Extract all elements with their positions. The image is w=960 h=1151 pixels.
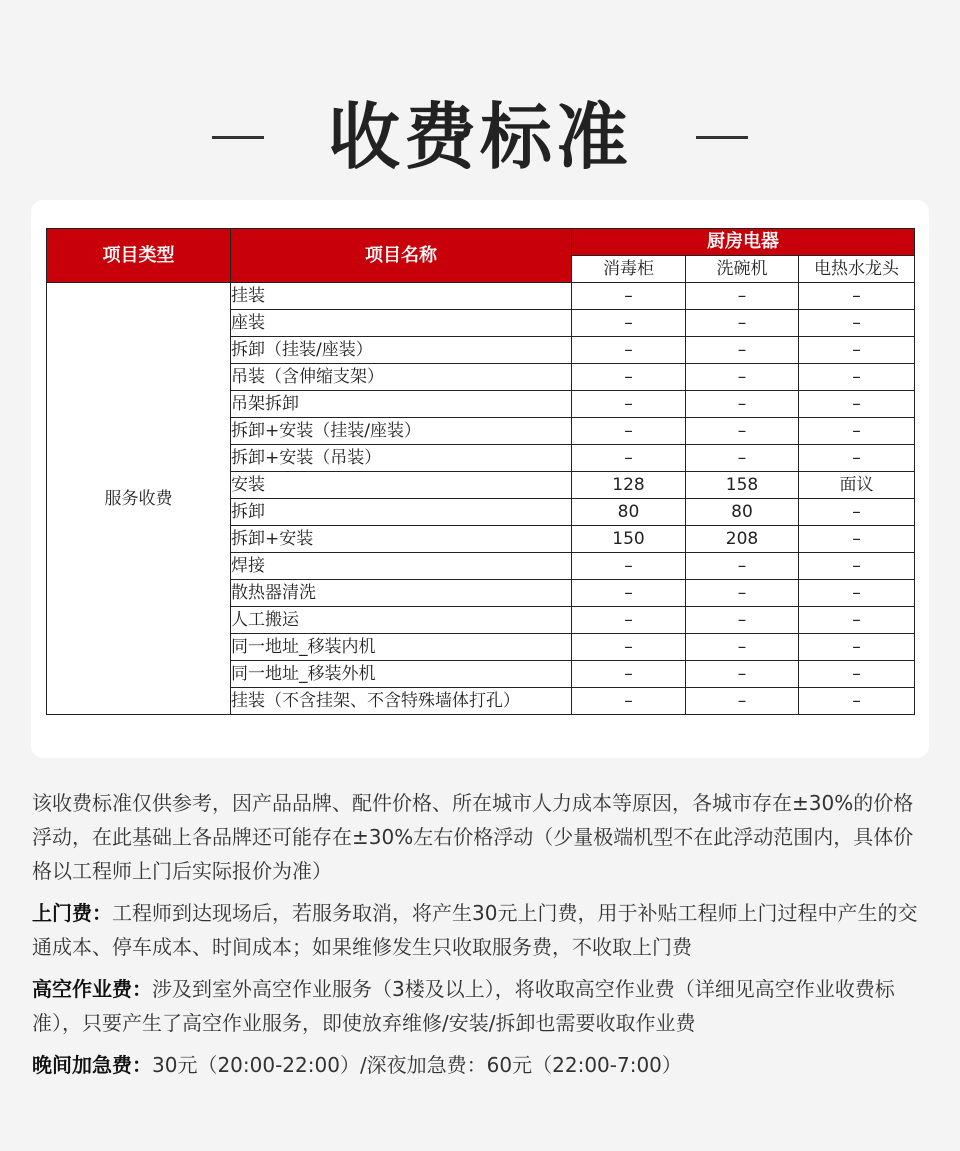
price-cell: – xyxy=(572,337,686,364)
price-cell: – xyxy=(686,580,799,607)
price-cell: – xyxy=(572,661,686,688)
title-left-dash xyxy=(212,136,264,139)
item-name-cell: 挂装 xyxy=(231,283,572,310)
price-cell: – xyxy=(799,337,915,364)
price-cell: – xyxy=(572,553,686,580)
price-cell: – xyxy=(572,283,686,310)
title-right-dash xyxy=(696,136,748,139)
night-fee-label: 晚间加急费： xyxy=(32,1053,152,1077)
height-fee-note xyxy=(32,972,932,1040)
price-cell: – xyxy=(799,364,915,391)
notes-section xyxy=(32,786,932,1090)
price-cell: – xyxy=(686,283,799,310)
table-row xyxy=(47,283,915,310)
fee-table-card xyxy=(31,200,929,758)
header-column: 消毒柜 xyxy=(572,256,686,283)
price-cell: 80 xyxy=(686,499,799,526)
price-cell: – xyxy=(799,553,915,580)
item-name-cell: 散热器清洗 xyxy=(231,580,572,607)
price-cell: – xyxy=(572,634,686,661)
price-cell: 128 xyxy=(572,472,686,499)
item-name-cell: 拆卸+安装 xyxy=(231,526,572,553)
price-cell: – xyxy=(686,364,799,391)
page-title: 收费标准 xyxy=(327,95,632,179)
price-cell: – xyxy=(799,283,915,310)
price-cell: – xyxy=(686,337,799,364)
fee-table-body xyxy=(47,283,915,715)
header-column: 电热水龙头 xyxy=(799,256,915,283)
price-cell: – xyxy=(799,310,915,337)
price-cell: – xyxy=(686,310,799,337)
item-name-cell: 安装 xyxy=(231,472,572,499)
price-cell: – xyxy=(686,391,799,418)
price-cell: – xyxy=(572,310,686,337)
item-name-cell: 拆卸+安装（吊装） xyxy=(231,445,572,472)
night-fee-note xyxy=(32,1048,932,1082)
header-group-kitchen: 厨房电器 xyxy=(572,229,915,256)
header-item-name: 项目名称 xyxy=(231,229,572,283)
item-name-cell: 座装 xyxy=(231,310,572,337)
price-cell: – xyxy=(572,607,686,634)
visit-fee-note xyxy=(32,896,932,964)
price-cell: – xyxy=(572,391,686,418)
price-cell: – xyxy=(572,418,686,445)
item-name-cell: 同一地址_移装内机 xyxy=(231,634,572,661)
price-cell: – xyxy=(799,580,915,607)
item-name-cell: 同一地址_移装外机 xyxy=(231,661,572,688)
price-cell: – xyxy=(799,607,915,634)
disclaimer-text: 该收费标准仅供参考，因产品品牌、配件价格、所在城市人力成本等原因，各城市存在±30%的价格浮动，在此基础上各品牌还可能存在±30%左右价格浮动（少量极端机型不在此浮动范围内，具体价格以工程师上门后实际报价为准） xyxy=(32,791,914,883)
price-cell: – xyxy=(799,445,915,472)
visit-fee-text: 工程师到达现场后，若服务取消，将产生30元上门费，用于补贴工程师上门过程中产生的交通成本、停车成本、时间成本；如果维修发生只收取服务费，不收取上门费 xyxy=(32,901,918,959)
price-cell: – xyxy=(572,445,686,472)
item-name-cell: 拆卸+安装（挂装/座装） xyxy=(231,418,572,445)
night-fee-text: 30元（20:00-22:00）/深夜加急费：60元（22:00-7:00） xyxy=(152,1053,682,1077)
price-cell: – xyxy=(799,634,915,661)
price-cell: – xyxy=(799,391,915,418)
height-fee-text: 涉及到室外高空作业服务（3楼及以上），将收取高空作业费（详细见高空作业收费标准），只要产生了高空作业服务，即使放弃维修/安装/拆卸也需要收取作业费 xyxy=(32,977,895,1035)
price-cell: – xyxy=(799,688,915,715)
visit-fee-label: 上门费： xyxy=(32,901,112,925)
height-fee-label: 高空作业费： xyxy=(32,977,152,1001)
price-cell: – xyxy=(686,445,799,472)
price-cell: – xyxy=(686,418,799,445)
price-cell: – xyxy=(799,418,915,445)
price-cell: 面议 xyxy=(799,472,915,499)
price-cell: – xyxy=(686,661,799,688)
item-name-cell: 拆卸（挂装/座装） xyxy=(231,337,572,364)
price-cell: – xyxy=(572,580,686,607)
fee-table xyxy=(46,228,915,715)
title-area xyxy=(0,92,960,182)
service-type-cell: 服务收费 xyxy=(47,283,231,715)
item-name-cell: 拆卸 xyxy=(231,499,572,526)
item-name-cell: 挂装（不含挂架、不含特殊墙体打孔） xyxy=(231,688,572,715)
price-cell: – xyxy=(799,499,915,526)
item-name-cell: 吊架拆卸 xyxy=(231,391,572,418)
header-column: 洗碗机 xyxy=(686,256,799,283)
price-cell: – xyxy=(799,661,915,688)
price-cell: – xyxy=(572,364,686,391)
price-cell: 158 xyxy=(686,472,799,499)
price-cell: – xyxy=(799,526,915,553)
item-name-cell: 人工搬运 xyxy=(231,607,572,634)
price-cell: 80 xyxy=(572,499,686,526)
price-cell: – xyxy=(686,634,799,661)
price-cell: – xyxy=(686,553,799,580)
item-name-cell: 吊装（含伸缩支架） xyxy=(231,364,572,391)
price-cell: – xyxy=(686,688,799,715)
price-cell: – xyxy=(686,607,799,634)
price-cell: – xyxy=(572,688,686,715)
header-item-type: 项目类型 xyxy=(47,229,231,283)
price-cell: 150 xyxy=(572,526,686,553)
price-cell: 208 xyxy=(686,526,799,553)
item-name-cell: 焊接 xyxy=(231,553,572,580)
